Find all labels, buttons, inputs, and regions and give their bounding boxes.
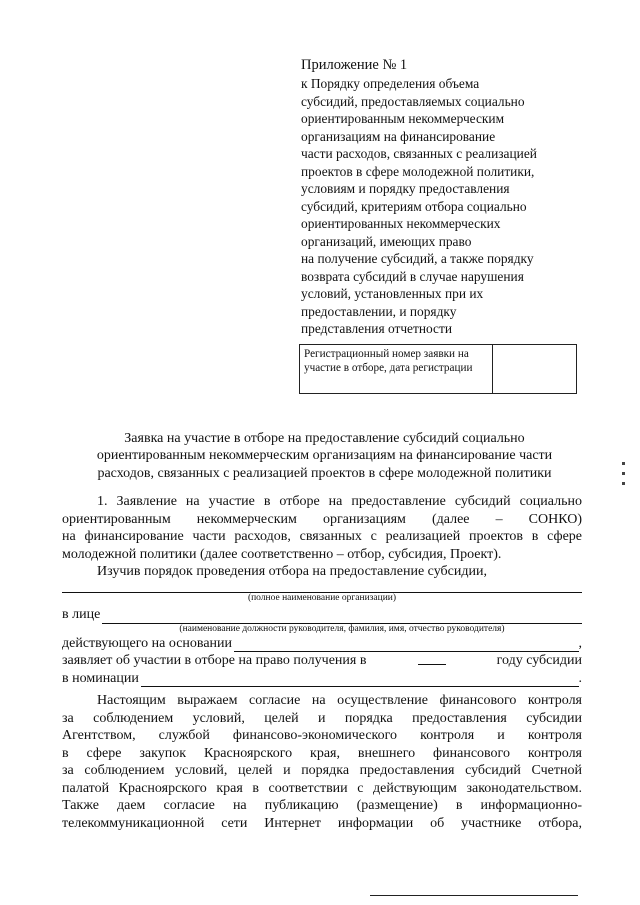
consent-line: Также даем согласие на публикацию (размещение) в информационно- (62, 798, 582, 813)
appendix-line: ориентированным некоммерческим (301, 111, 505, 126)
appendix-block (301, 55, 601, 338)
acting-basis-row (62, 635, 582, 653)
registration-label: Регистрационный номер заявки на участие в отборе, дата регистрации (300, 345, 493, 394)
consent-line: Настоящим выражаем согласие на осуществление финансового контроля (97, 693, 582, 708)
org-name-row (62, 580, 582, 593)
consent-line: за соблюдением условий, целей и порядка предоставления субсидии (62, 710, 582, 726)
appendix-line: условий, установленных при их (301, 286, 484, 301)
page-bottom-rule (370, 895, 578, 896)
acting-basis-label: действующего на основании (62, 635, 233, 651)
appendix-line: возврата субсидий в случае нарушения (301, 268, 524, 284)
period-mark: . (578, 670, 582, 686)
org-name-caption: (полное наименование организации) (247, 593, 397, 603)
consent-line: за соблюдением условий, целей и порядка предоставления субсидий Счетной (62, 763, 582, 778)
scan-marks (622, 462, 625, 492)
nomination-row (62, 670, 582, 688)
appendix-line: организаций, имеющих право (301, 233, 472, 249)
head-name-field[interactable] (102, 611, 582, 624)
heading-line: ориентированным некоммерческим организациям на финансирование части (96, 448, 553, 464)
application-heading (62, 430, 587, 482)
appendix-line: проектов в сфере молодежной политики, (301, 163, 535, 179)
appendix-title: Приложение № 1 (301, 57, 408, 73)
in-person-label: в лице (62, 607, 101, 622)
heading-line: расходов, связанных с реализацией проектов в сфере молодежной политики (97, 465, 552, 481)
declares-text-end: году субсидии (496, 653, 582, 668)
consent-paragraph (62, 692, 582, 832)
consent-line: в сфере закупок Красноярского края, внешнего финансового контроля (62, 745, 582, 761)
org-name-field[interactable] (62, 580, 582, 593)
section-line: молодежной политики (далее соответственно – отбор, субсидия, Проект). (62, 546, 502, 562)
registration-table (299, 344, 577, 394)
comma-mark: , (578, 635, 582, 651)
appendix-line: субсидий, критериям отбора социально (301, 198, 527, 214)
consent-line: Агентством, службой финансово-экономического контроля и контроля (62, 728, 582, 743)
section-line: Изучив порядок проведения отбора на предоставление субсидии, (97, 564, 487, 579)
nomination-field[interactable] (141, 674, 579, 687)
acting-basis-field[interactable] (234, 639, 578, 652)
registration-value[interactable] (493, 345, 577, 394)
appendix-line: условиям и порядку предоставления (301, 181, 510, 196)
scan-dot (622, 482, 625, 485)
consent-line: телекоммуникационной сети Интернет информации об участнике отбора, (62, 815, 582, 831)
appendix-line: организациям на финансирование (301, 128, 496, 144)
declares-row (62, 652, 582, 670)
declares-text: заявляет об участии в отборе на право получения в (62, 653, 367, 668)
application-form (62, 580, 582, 687)
section-line: ориентированным некоммерческим организациям (далее – СОНКО) (62, 511, 582, 527)
heading-line: Заявка на участие в отборе на предоставление субсидий социально (124, 431, 525, 446)
appendix-line: части расходов, связанных с реализацией (301, 146, 537, 161)
in-person-row (62, 606, 582, 624)
nomination-label: в номинации (62, 670, 139, 686)
consent-line: палатой Красноярского края в соответствии с действующим законодательством. (62, 780, 582, 796)
section-line: 1. Заявление на участие в отборе на предоставление субсидий социально (97, 494, 582, 509)
section-line: на финансирование части расходов, связанных с реализацией проектов в сфере (62, 529, 582, 544)
scan-dot (622, 472, 625, 475)
appendix-line: предоставлении, и порядку (301, 303, 457, 319)
year-field[interactable] (418, 652, 446, 665)
head-name-caption: (наименование должности руководителя, фамилия, имя, отчество руководителя) (179, 623, 505, 634)
appendix-line: к Порядку определения объема (301, 76, 480, 91)
appendix-line: ориентированных некоммерческих (301, 216, 501, 231)
appendix-line: субсидий, предоставляемых социально (301, 93, 525, 109)
appendix-line: на получение субсидий, а также порядку (301, 251, 534, 266)
appendix-line: представления отчетности (301, 321, 453, 336)
section-1 (62, 493, 582, 581)
scan-dot (622, 462, 625, 465)
